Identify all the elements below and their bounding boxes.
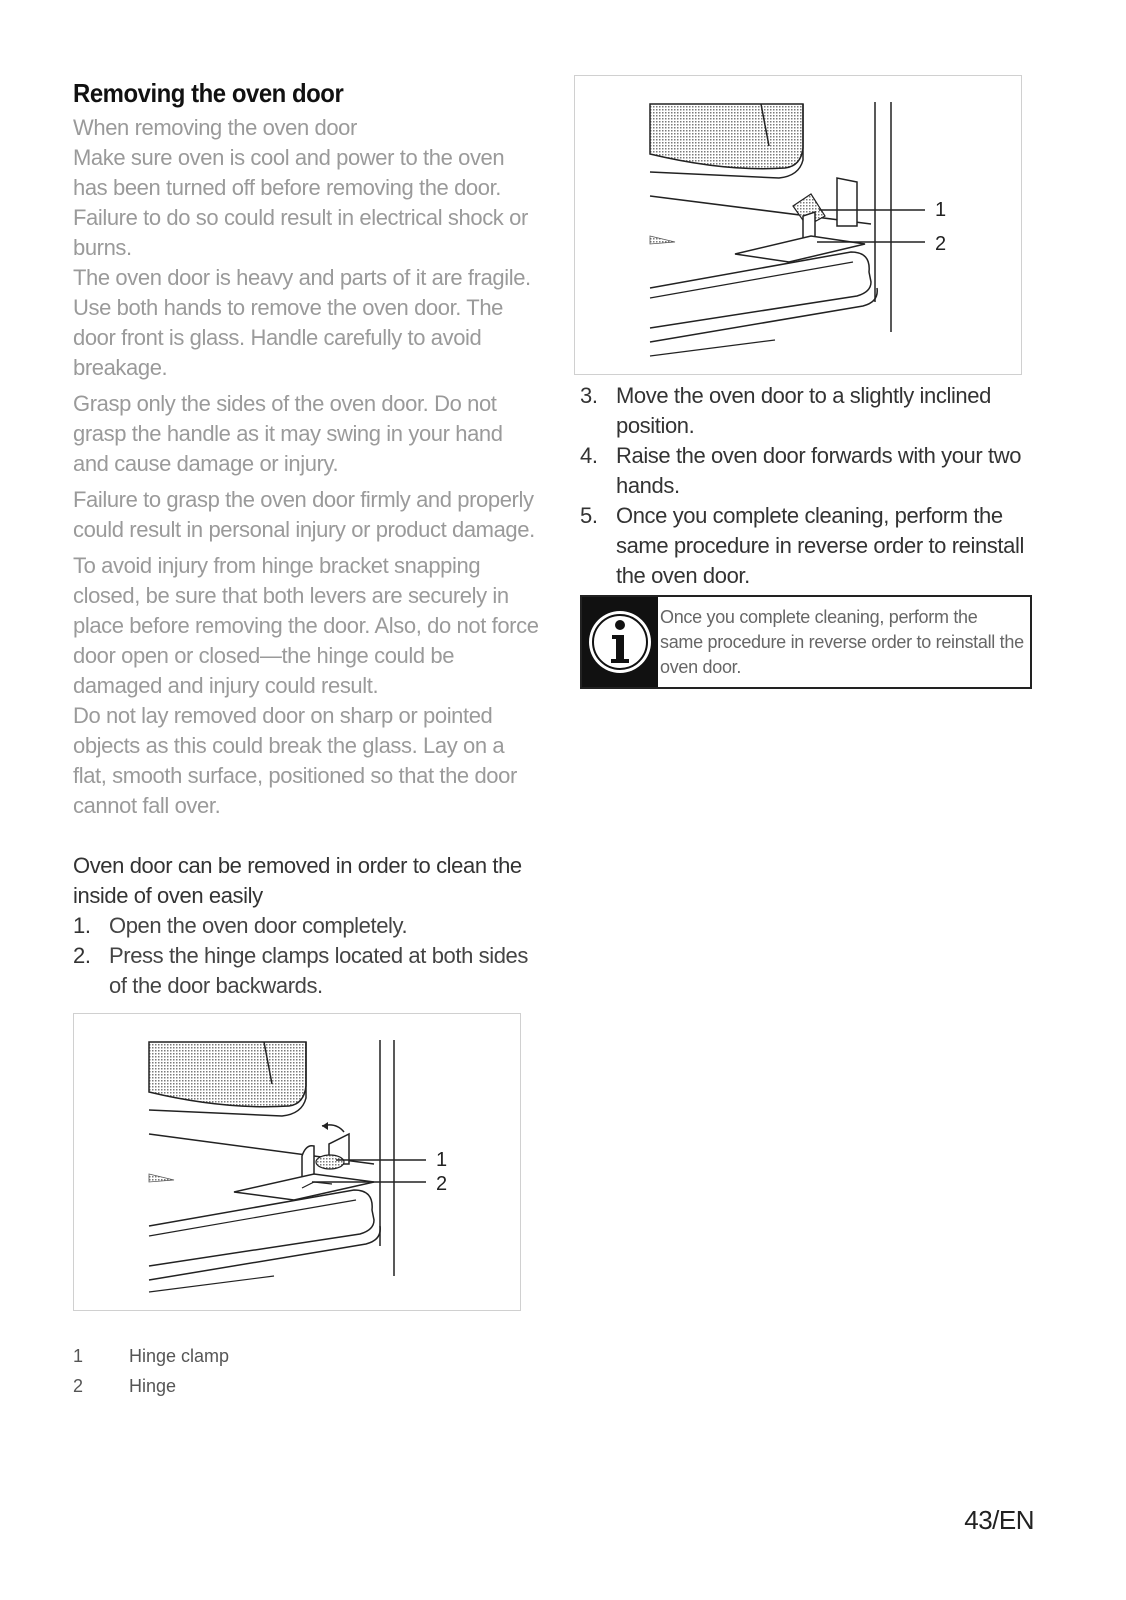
list-item xyxy=(580,501,1040,591)
step-number: 3. xyxy=(580,383,598,408)
legend-label: Hinge clamp xyxy=(129,1346,230,1366)
warning-paragraph-3: Grasp only the sides of the oven door. Do not grasp the handle as it may swing in your hand and cause damage or injury. xyxy=(73,391,503,476)
info-icon xyxy=(582,597,658,687)
list-item xyxy=(73,941,543,1001)
legend-number: 2 xyxy=(73,1376,84,1396)
info-note-box xyxy=(580,595,1032,689)
right-column xyxy=(580,75,1040,689)
legend-item xyxy=(73,1341,543,1371)
step-text: Open the oven door completely. xyxy=(109,913,408,938)
list-item xyxy=(580,441,1040,501)
figure-legend xyxy=(73,1341,543,1401)
steps-list-right xyxy=(580,381,1040,591)
info-note-text: Once you complete cleaning, perform the same procedure in reverse order to reinstall the oven door. xyxy=(660,607,1024,677)
step-text: Press the hinge clamps located at both sides of the door backwards. xyxy=(109,943,528,998)
step-number: 1. xyxy=(73,913,91,938)
hinge-illustration-1 xyxy=(74,1014,520,1310)
steps-list-left xyxy=(73,911,543,1001)
step-text: Raise the oven door forwards with your two hands. xyxy=(616,443,1022,498)
warning-paragraph-5: To avoid injury from hinge bracket snapping closed, be sure that both levers are securely in place before removing the door. Also, do not force door open or closed—the hinge could be damaged and injury could result. xyxy=(73,553,539,698)
warning-paragraph-6: Do not lay removed door on sharp or pointed objects as this could break the glass. Lay on a flat, smooth surface, positioned so that the door cannot fall over. xyxy=(73,703,517,818)
step-text: Move the oven door to a slightly inclined position. xyxy=(616,383,991,438)
left-column xyxy=(73,78,543,1401)
list-item xyxy=(73,911,543,941)
callout-label-1: 1 xyxy=(436,1149,448,1171)
callout-label-1: 1 xyxy=(935,199,947,221)
legend-item xyxy=(73,1371,543,1401)
warning-paragraph-4: Failure to grasp the oven door firmly and properly could result in personal injury or product damage. xyxy=(73,487,535,542)
hinge-figure-2 xyxy=(574,75,1022,375)
page-number: 43/EN xyxy=(964,1505,1034,1535)
step-number: 2. xyxy=(73,943,91,968)
section-title: Removing the oven door xyxy=(73,78,344,108)
legend-number: 1 xyxy=(73,1346,84,1366)
intro-text: Oven door can be removed in order to clean the inside of oven easily xyxy=(73,853,522,908)
step-number: 5. xyxy=(580,503,598,528)
step-number: 4. xyxy=(580,443,598,468)
hinge-illustration-2 xyxy=(575,76,1021,374)
warning-paragraph-2: The oven door is heavy and parts of it are fragile. Use both hands to remove the oven door. The door front is glass. Handle carefully to avoid breakage. xyxy=(73,265,531,380)
hinge-figure-1 xyxy=(73,1013,521,1311)
warning-paragraph-1: Make sure oven is cool and power to the oven has been turned off before removing the door. Failure to do so could result in electrical shock or burns. xyxy=(73,145,528,260)
legend-label: Hinge xyxy=(129,1376,177,1396)
callout-label-2: 2 xyxy=(935,233,947,255)
warning-heading: When removing the oven door xyxy=(73,115,357,140)
step-text: Once you complete cleaning, perform the same procedure in reverse order to reinstall the oven door. xyxy=(616,503,1024,588)
callout-label-2: 2 xyxy=(436,1173,448,1195)
list-item xyxy=(580,381,1040,441)
